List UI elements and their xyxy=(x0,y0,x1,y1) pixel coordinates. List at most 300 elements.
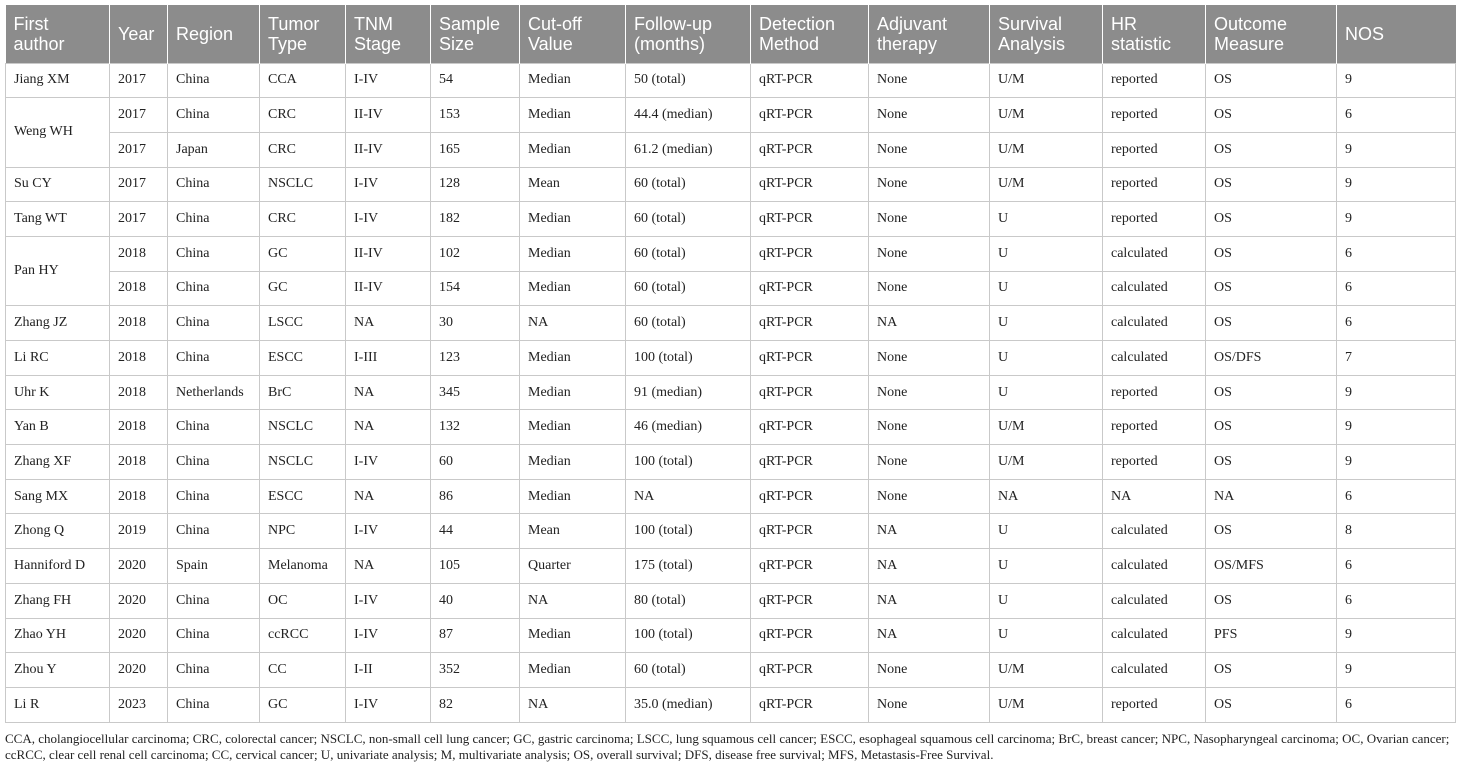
table-cell: 345 xyxy=(431,375,520,410)
table-cell: China xyxy=(168,341,260,376)
table-cell: OS xyxy=(1206,167,1337,202)
table-cell: 54 xyxy=(431,63,520,98)
table-cell: Japan xyxy=(168,132,260,167)
table-cell: NA xyxy=(346,549,431,584)
table-cell: None xyxy=(869,271,990,306)
table-cell: I-IV xyxy=(346,618,431,653)
table-cell: 2018 xyxy=(110,479,168,514)
table-cell: U xyxy=(990,306,1103,341)
table-cell: U xyxy=(990,549,1103,584)
table-cell: reported xyxy=(1103,687,1206,722)
table-cell: II-IV xyxy=(346,132,431,167)
table-row xyxy=(6,167,1456,202)
table-cell: calculated xyxy=(1103,653,1206,688)
table-cell: NA xyxy=(869,549,990,584)
table-cell: China xyxy=(168,202,260,237)
table-row xyxy=(6,687,1456,722)
author-cell: Yan B xyxy=(6,410,110,445)
table-row xyxy=(6,341,1456,376)
table-cell: II-IV xyxy=(346,98,431,133)
table-cell: 2019 xyxy=(110,514,168,549)
table-cell: 9 xyxy=(1337,445,1456,480)
table-cell: 6 xyxy=(1337,98,1456,133)
table-cell: 2018 xyxy=(110,410,168,445)
table-row xyxy=(6,514,1456,549)
table-cell: II-IV xyxy=(346,271,431,306)
table-cell: 2018 xyxy=(110,236,168,271)
table-cell: Median xyxy=(520,410,626,445)
table-cell: 6 xyxy=(1337,687,1456,722)
table-cell: NA xyxy=(869,514,990,549)
table-cell: U/M xyxy=(990,167,1103,202)
table-cell: OS xyxy=(1206,98,1337,133)
table-cell: qRT-PCR xyxy=(751,618,869,653)
author-cell: Zhao YH xyxy=(6,618,110,653)
table-row xyxy=(6,549,1456,584)
table-cell: reported xyxy=(1103,132,1206,167)
table-row xyxy=(6,618,1456,653)
table-cell: Netherlands xyxy=(168,375,260,410)
table-footnote: CCA, cholangiocellular carcinoma; CRC, colorectal cancer; NSCLC, non-small cell lung cancer; GC, gastric carcinoma; LSCC, lung squamous cell cancer; ESCC, esophageal squamous cell carcinoma; BrC, breast cancer; NPC, Nasopharyngeal carcinoma; OC, Ovarian cancer; ccRCC, clear cell renal cell carcinoma; CC, cervical cancer; U, univariate analysis; M, multivariate analysis; OS, overall survival; DFS, disease free survival; MFS, Metastasis-Free Survival. xyxy=(5,730,1450,762)
table-cell: 60 (total) xyxy=(626,236,751,271)
table-cell: qRT-PCR xyxy=(751,132,869,167)
table-cell: 2017 xyxy=(110,132,168,167)
table-cell: U xyxy=(990,341,1103,376)
table-cell: 154 xyxy=(431,271,520,306)
table-body xyxy=(6,63,1456,722)
table-cell: 60 (total) xyxy=(626,202,751,237)
table-cell: 35.0 (median) xyxy=(626,687,751,722)
table-cell: U xyxy=(990,202,1103,237)
table-row xyxy=(6,410,1456,445)
table-cell: NSCLC xyxy=(260,445,346,480)
table-cell: reported xyxy=(1103,202,1206,237)
table-cell: None xyxy=(869,445,990,480)
author-cell: Pan HY xyxy=(6,236,110,305)
table-cell: 82 xyxy=(431,687,520,722)
table-cell: U xyxy=(990,618,1103,653)
table-row xyxy=(6,479,1456,514)
table-cell: None xyxy=(869,341,990,376)
table-cell: NA xyxy=(626,479,751,514)
table-cell: 9 xyxy=(1337,375,1456,410)
table-cell: Median xyxy=(520,271,626,306)
author-cell: Weng WH xyxy=(6,98,110,167)
table-cell: China xyxy=(168,167,260,202)
table-cell: CRC xyxy=(260,132,346,167)
table-row xyxy=(6,653,1456,688)
table-cell: reported xyxy=(1103,98,1206,133)
table-cell: OS xyxy=(1206,583,1337,618)
table-cell: 2020 xyxy=(110,653,168,688)
table-cell: calculated xyxy=(1103,618,1206,653)
table-cell: OS xyxy=(1206,687,1337,722)
table-cell: None xyxy=(869,98,990,133)
table-cell: OS xyxy=(1206,236,1337,271)
table-cell: U/M xyxy=(990,98,1103,133)
table-cell: GC xyxy=(260,687,346,722)
table-cell: NA xyxy=(869,618,990,653)
table-cell: None xyxy=(869,653,990,688)
table-cell: None xyxy=(869,687,990,722)
table-cell: I-IV xyxy=(346,167,431,202)
table-cell: 44 xyxy=(431,514,520,549)
table-cell: 102 xyxy=(431,236,520,271)
author-cell: Jiang XM xyxy=(6,63,110,98)
column-header: First author xyxy=(6,5,110,63)
table-cell: China xyxy=(168,98,260,133)
table-cell: NA xyxy=(869,306,990,341)
table-cell: 2017 xyxy=(110,98,168,133)
table-cell: China xyxy=(168,687,260,722)
table-row xyxy=(6,202,1456,237)
table-cell: 40 xyxy=(431,583,520,618)
table-cell: 6 xyxy=(1337,583,1456,618)
table-cell: qRT-PCR xyxy=(751,63,869,98)
table-cell: 6 xyxy=(1337,306,1456,341)
table-row xyxy=(6,445,1456,480)
table-cell: U/M xyxy=(990,653,1103,688)
table-cell: None xyxy=(869,132,990,167)
table-cell: ESCC xyxy=(260,479,346,514)
author-cell: Hanniford D xyxy=(6,549,110,584)
table-cell: CRC xyxy=(260,98,346,133)
table-cell: OS/MFS xyxy=(1206,549,1337,584)
author-cell: Zhang JZ xyxy=(6,306,110,341)
table-cell: U xyxy=(990,583,1103,618)
table-row xyxy=(6,306,1456,341)
table-cell: PFS xyxy=(1206,618,1337,653)
table-cell: NA xyxy=(1103,479,1206,514)
table-cell: BrC xyxy=(260,375,346,410)
table-cell: OS xyxy=(1206,445,1337,480)
table-cell: 100 (total) xyxy=(626,445,751,480)
table-cell: qRT-PCR xyxy=(751,583,869,618)
table-cell: NA xyxy=(990,479,1103,514)
table-cell: 182 xyxy=(431,202,520,237)
table-cell: II-IV xyxy=(346,236,431,271)
author-cell: Li RC xyxy=(6,341,110,376)
table-cell: NA xyxy=(346,306,431,341)
table-cell: China xyxy=(168,514,260,549)
table-cell: 6 xyxy=(1337,236,1456,271)
table-row xyxy=(6,63,1456,98)
table-row xyxy=(6,236,1456,271)
table-cell: Spain xyxy=(168,549,260,584)
table-cell: U/M xyxy=(990,445,1103,480)
table-cell: qRT-PCR xyxy=(751,341,869,376)
table-cell: 105 xyxy=(431,549,520,584)
table-cell: 9 xyxy=(1337,167,1456,202)
table-cell: 165 xyxy=(431,132,520,167)
table-cell: qRT-PCR xyxy=(751,445,869,480)
table-cell: NSCLC xyxy=(260,167,346,202)
table-cell: OC xyxy=(260,583,346,618)
table-cell: OS xyxy=(1206,375,1337,410)
table-cell: I-IV xyxy=(346,63,431,98)
table-cell: I-IV xyxy=(346,687,431,722)
column-header: TNM Stage xyxy=(346,5,431,63)
table-cell: ccRCC xyxy=(260,618,346,653)
table-cell: None xyxy=(869,479,990,514)
author-cell: Uhr K xyxy=(6,375,110,410)
table-cell: reported xyxy=(1103,375,1206,410)
table-cell: calculated xyxy=(1103,514,1206,549)
table-cell: 44.4 (median) xyxy=(626,98,751,133)
table-cell: 128 xyxy=(431,167,520,202)
table-cell: 60 (total) xyxy=(626,306,751,341)
table-cell: 86 xyxy=(431,479,520,514)
column-header: Follow-up (months) xyxy=(626,5,751,63)
table-row xyxy=(6,271,1456,306)
table-cell: 9 xyxy=(1337,653,1456,688)
table-cell: I-IV xyxy=(346,202,431,237)
table-cell: qRT-PCR xyxy=(751,271,869,306)
table-header-row xyxy=(6,5,1456,63)
table-cell: calculated xyxy=(1103,236,1206,271)
table-cell: 30 xyxy=(431,306,520,341)
table-cell: qRT-PCR xyxy=(751,167,869,202)
table-cell: U/M xyxy=(990,687,1103,722)
table-cell: qRT-PCR xyxy=(751,410,869,445)
table-cell: 2017 xyxy=(110,167,168,202)
table-cell: U xyxy=(990,375,1103,410)
table-cell: NPC xyxy=(260,514,346,549)
table-cell: 2017 xyxy=(110,63,168,98)
table-cell: China xyxy=(168,271,260,306)
table-cell: 60 xyxy=(431,445,520,480)
table-cell: China xyxy=(168,653,260,688)
column-header: Outcome Measure xyxy=(1206,5,1337,63)
table-cell: qRT-PCR xyxy=(751,687,869,722)
table-cell: NA xyxy=(869,583,990,618)
table-cell: qRT-PCR xyxy=(751,236,869,271)
table-cell: OS xyxy=(1206,271,1337,306)
table-cell: 9 xyxy=(1337,202,1456,237)
table-cell: Mean xyxy=(520,514,626,549)
table-cell: China xyxy=(168,306,260,341)
table-cell: 100 (total) xyxy=(626,341,751,376)
table-cell: 2018 xyxy=(110,445,168,480)
table-cell: Median xyxy=(520,445,626,480)
table-cell: 2023 xyxy=(110,687,168,722)
table-cell: CC xyxy=(260,653,346,688)
table-cell: LSCC xyxy=(260,306,346,341)
table-cell: China xyxy=(168,583,260,618)
table-cell: Melanoma xyxy=(260,549,346,584)
table-cell: U/M xyxy=(990,63,1103,98)
table-cell: OS xyxy=(1206,132,1337,167)
table-row xyxy=(6,132,1456,167)
table-cell: None xyxy=(869,63,990,98)
column-header: Year xyxy=(110,5,168,63)
column-header: HR statistic xyxy=(1103,5,1206,63)
table-cell: Median xyxy=(520,132,626,167)
table-cell: I-IV xyxy=(346,445,431,480)
table-cell: qRT-PCR xyxy=(751,653,869,688)
table-cell: NA xyxy=(520,306,626,341)
table-cell: 60 (total) xyxy=(626,167,751,202)
table-cell: China xyxy=(168,618,260,653)
table-cell: 50 (total) xyxy=(626,63,751,98)
table-cell: 60 (total) xyxy=(626,653,751,688)
author-cell: Tang WT xyxy=(6,202,110,237)
table-cell: 91 (median) xyxy=(626,375,751,410)
table-cell: calculated xyxy=(1103,341,1206,376)
table-cell: Mean xyxy=(520,167,626,202)
table-cell: qRT-PCR xyxy=(751,549,869,584)
table-cell: 352 xyxy=(431,653,520,688)
table-cell: 2020 xyxy=(110,549,168,584)
table-cell: Median xyxy=(520,653,626,688)
table-container xyxy=(5,5,1455,763)
table-cell: ESCC xyxy=(260,341,346,376)
table-cell: calculated xyxy=(1103,583,1206,618)
table-cell: Median xyxy=(520,618,626,653)
author-cell: Sang MX xyxy=(6,479,110,514)
table-cell: 9 xyxy=(1337,618,1456,653)
column-header: Detection Method xyxy=(751,5,869,63)
table-cell: None xyxy=(869,410,990,445)
table-cell: OS xyxy=(1206,653,1337,688)
table-cell: NA xyxy=(346,375,431,410)
table-cell: qRT-PCR xyxy=(751,306,869,341)
table-cell: OS xyxy=(1206,306,1337,341)
table-cell: 153 xyxy=(431,98,520,133)
table-cell: reported xyxy=(1103,445,1206,480)
column-header: Cut-off Value xyxy=(520,5,626,63)
table-cell: OS xyxy=(1206,202,1337,237)
table-row xyxy=(6,375,1456,410)
table-cell: U xyxy=(990,236,1103,271)
table-cell: NA xyxy=(520,687,626,722)
table-cell: China xyxy=(168,445,260,480)
table-cell: I-II xyxy=(346,653,431,688)
table-cell: I-III xyxy=(346,341,431,376)
table-cell: I-IV xyxy=(346,583,431,618)
author-cell: Zhong Q xyxy=(6,514,110,549)
column-header: Sample Size xyxy=(431,5,520,63)
table-cell: 175 (total) xyxy=(626,549,751,584)
table-cell: China xyxy=(168,236,260,271)
table-cell: NSCLC xyxy=(260,410,346,445)
table-cell: China xyxy=(168,479,260,514)
table-cell: I-IV xyxy=(346,514,431,549)
table-cell: 2020 xyxy=(110,618,168,653)
table-cell: 46 (median) xyxy=(626,410,751,445)
table-cell: NA xyxy=(1206,479,1337,514)
table-cell: OS xyxy=(1206,410,1337,445)
author-cell: Zhou Y xyxy=(6,653,110,688)
table-cell: GC xyxy=(260,271,346,306)
table-cell: U xyxy=(990,271,1103,306)
table-cell: None xyxy=(869,202,990,237)
table-cell: 9 xyxy=(1337,410,1456,445)
table-cell: 100 (total) xyxy=(626,618,751,653)
table-cell: 80 (total) xyxy=(626,583,751,618)
table-cell: 2017 xyxy=(110,202,168,237)
table-cell: China xyxy=(168,410,260,445)
table-cell: OS/DFS xyxy=(1206,341,1337,376)
column-header: Survival Analysis xyxy=(990,5,1103,63)
table-cell: Median xyxy=(520,236,626,271)
table-cell: Median xyxy=(520,375,626,410)
table-cell: Median xyxy=(520,202,626,237)
table-cell: 87 xyxy=(431,618,520,653)
author-cell: Zhang FH xyxy=(6,583,110,618)
table-cell: China xyxy=(168,63,260,98)
table-cell: 2020 xyxy=(110,583,168,618)
table-cell: calculated xyxy=(1103,271,1206,306)
table-cell: 2018 xyxy=(110,375,168,410)
table-cell: NA xyxy=(346,479,431,514)
table-cell: 6 xyxy=(1337,479,1456,514)
table-cell: qRT-PCR xyxy=(751,479,869,514)
table-cell: reported xyxy=(1103,63,1206,98)
table-cell: 123 xyxy=(431,341,520,376)
table-cell: 6 xyxy=(1337,271,1456,306)
table-cell: None xyxy=(869,167,990,202)
table-cell: 100 (total) xyxy=(626,514,751,549)
table-cell: Median xyxy=(520,479,626,514)
column-header: Adjuvant therapy xyxy=(869,5,990,63)
table-cell: Median xyxy=(520,63,626,98)
author-cell: Li R xyxy=(6,687,110,722)
table-cell: 6 xyxy=(1337,549,1456,584)
column-header: NOS xyxy=(1337,5,1456,63)
table-cell: NA xyxy=(520,583,626,618)
table-cell: 9 xyxy=(1337,63,1456,98)
table-cell: 60 (total) xyxy=(626,271,751,306)
table-cell: qRT-PCR xyxy=(751,98,869,133)
table-cell: Median xyxy=(520,341,626,376)
table-cell: reported xyxy=(1103,410,1206,445)
table-cell: 61.2 (median) xyxy=(626,132,751,167)
table-cell: qRT-PCR xyxy=(751,514,869,549)
table-cell: GC xyxy=(260,236,346,271)
table-row xyxy=(6,583,1456,618)
table-cell: 132 xyxy=(431,410,520,445)
table-cell: CCA xyxy=(260,63,346,98)
table-cell: U xyxy=(990,514,1103,549)
table-cell: calculated xyxy=(1103,549,1206,584)
table-cell: None xyxy=(869,236,990,271)
table-row xyxy=(6,98,1456,133)
study-characteristics-table xyxy=(5,5,1456,723)
table-cell: reported xyxy=(1103,167,1206,202)
column-header: Region xyxy=(168,5,260,63)
table-cell: U/M xyxy=(990,132,1103,167)
table-cell: NA xyxy=(346,410,431,445)
table-cell: qRT-PCR xyxy=(751,375,869,410)
table-cell: calculated xyxy=(1103,306,1206,341)
table-cell: 2018 xyxy=(110,271,168,306)
column-header: Tumor Type xyxy=(260,5,346,63)
table-cell: qRT-PCR xyxy=(751,202,869,237)
table-cell: 2018 xyxy=(110,341,168,376)
author-cell: Su CY xyxy=(6,167,110,202)
table-cell: CRC xyxy=(260,202,346,237)
table-cell: OS xyxy=(1206,63,1337,98)
table-cell: None xyxy=(869,375,990,410)
table-cell: 2018 xyxy=(110,306,168,341)
table-cell: 8 xyxy=(1337,514,1456,549)
table-cell: U/M xyxy=(990,410,1103,445)
table-cell: Median xyxy=(520,98,626,133)
table-cell: 7 xyxy=(1337,341,1456,376)
table-cell: Quarter xyxy=(520,549,626,584)
author-cell: Zhang XF xyxy=(6,445,110,480)
